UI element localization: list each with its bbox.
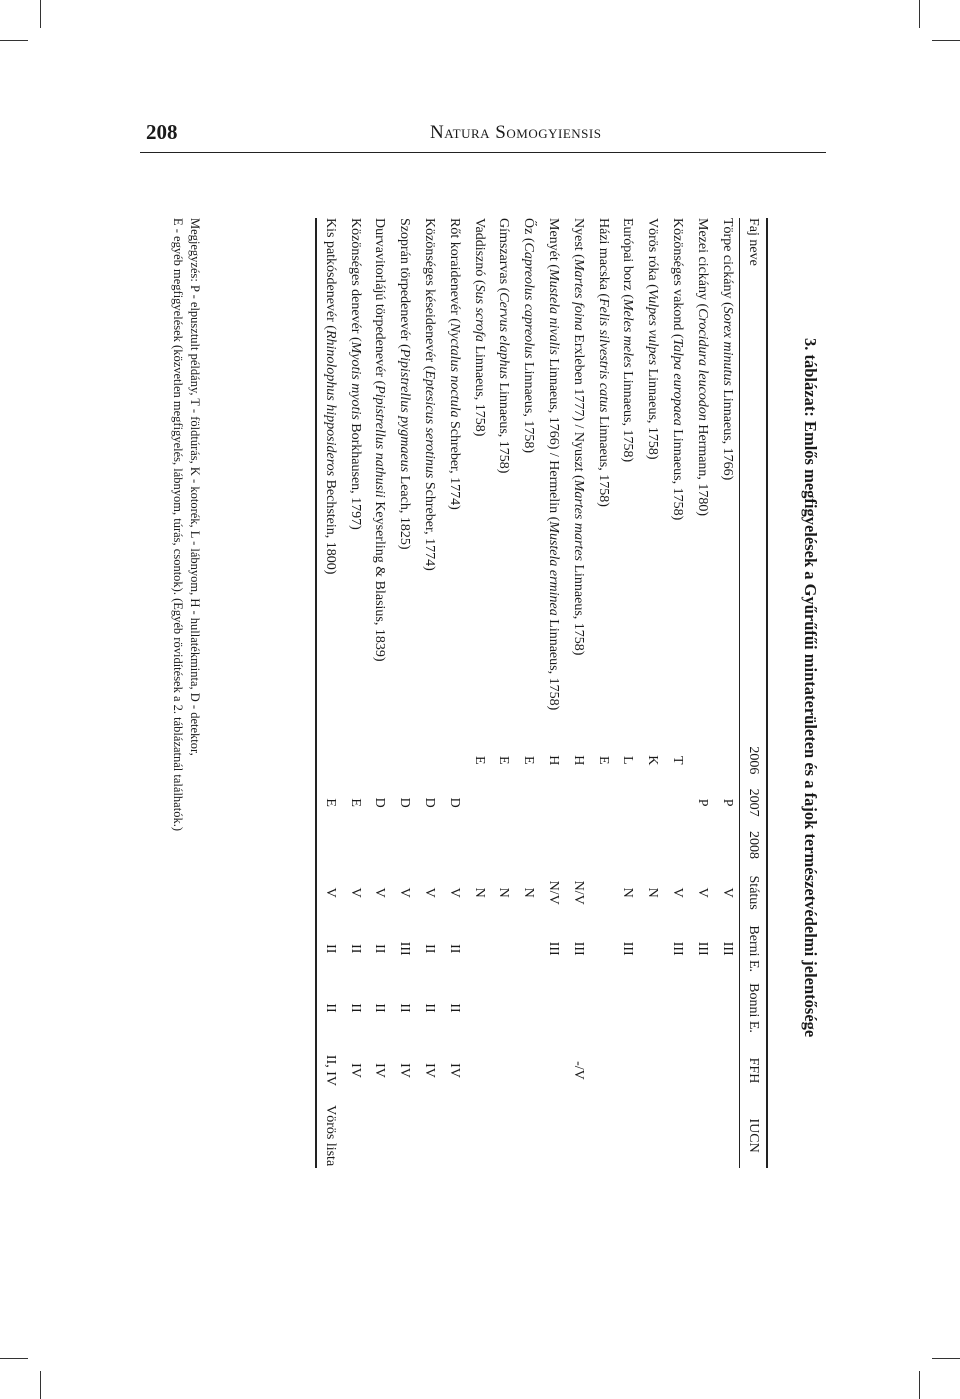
cell-iucn	[590, 1103, 615, 1168]
cell-2008	[367, 824, 392, 866]
cell-ffh: -/V	[570, 1061, 586, 1080]
cell-2006: T	[670, 756, 686, 765]
cell-2007: E	[322, 798, 338, 807]
cell-2006: E	[595, 756, 611, 765]
cell-iucn: Vörös lista	[322, 1105, 338, 1167]
cell-bern: III	[620, 941, 636, 956]
cell-ffh	[615, 1038, 640, 1104]
cell-2006: L	[620, 756, 636, 765]
col-ffh: FFH	[746, 1057, 761, 1084]
cell-species: Rőt koraidenevér (Nyctalus noctula Schreber, 1774)	[446, 218, 462, 510]
cell-bonn	[615, 978, 640, 1037]
cell-ffh	[665, 1038, 690, 1104]
cell-bern: II	[446, 944, 462, 954]
cell-iucn	[441, 1103, 466, 1168]
cell-ffh	[466, 1038, 491, 1104]
cell-iucn	[417, 1103, 442, 1168]
cell-bern: II	[322, 944, 338, 954]
cell-status: V	[347, 887, 363, 898]
cell-bonn	[541, 978, 566, 1037]
table-row	[714, 218, 739, 1168]
cell-2007	[665, 781, 690, 823]
cell-iucn	[516, 1103, 541, 1168]
cell-species: Kis patkósdenevér (Rhinolophus hipposideros Bechstein, 1800)	[322, 218, 338, 575]
cell-ffh	[590, 1038, 615, 1104]
col-bonn: Bonni E.	[746, 983, 761, 1033]
cell-bern: III	[719, 941, 735, 956]
table-row	[316, 218, 342, 1168]
cell-2007: P	[694, 798, 710, 807]
cell-species: Európai borz (Meles meles Linnaeus, 1758)	[620, 218, 636, 463]
cell-species: Közönséges vakond (Talpa europaea Linnaeus, 1758)	[670, 218, 686, 521]
cell-2008	[665, 824, 690, 866]
crop-mark	[919, 0, 920, 28]
cell-2007	[516, 781, 541, 823]
cell-status: N/V	[546, 880, 562, 905]
cell-iucn	[714, 1103, 739, 1168]
cell-status: V	[719, 887, 735, 898]
cell-bonn: II	[322, 1003, 338, 1013]
cell-bonn: II	[422, 1003, 438, 1013]
cell-status: N	[645, 887, 661, 898]
cell-bern: III	[570, 941, 586, 956]
cell-2006	[392, 739, 417, 781]
table-row	[417, 218, 442, 1168]
cell-bern	[590, 919, 615, 978]
cell-2007: D	[422, 797, 438, 808]
cell-status: V	[372, 887, 388, 898]
cell-2008	[590, 824, 615, 866]
cell-2007	[615, 781, 640, 823]
cell-bonn	[640, 978, 665, 1037]
page-number: 208	[146, 120, 178, 144]
cell-iucn	[392, 1103, 417, 1168]
running-header	[140, 118, 826, 153]
table-row	[367, 218, 392, 1168]
cell-2007: D	[372, 797, 388, 808]
cell-2007: D	[446, 797, 462, 808]
cell-bonn	[590, 978, 615, 1037]
table-row	[491, 218, 516, 1168]
cell-2008	[565, 824, 590, 866]
cell-species: Szoprán törpedenevér (Pipistrellus pygmaeus Leach, 1825)	[397, 218, 413, 550]
cell-bern: II	[372, 944, 388, 954]
cell-status: V	[422, 887, 438, 898]
cell-2007	[541, 781, 566, 823]
cell-status: V	[446, 887, 462, 898]
cell-2008	[441, 824, 466, 866]
cell-bern: III	[546, 941, 562, 956]
cell-bern: III	[397, 941, 413, 956]
table-row	[441, 218, 466, 1168]
table-row	[541, 218, 566, 1168]
cell-ffh: IV	[347, 1063, 363, 1078]
cell-status: V	[694, 887, 710, 898]
cell-species: Nyest (Martes foina Erxleben 1777) / Nyuszt (Martes martes Linnaeus, 1758)	[570, 218, 586, 656]
cell-bonn	[689, 978, 714, 1037]
cell-species: Közönséges késeidenevér (Eptesicus serotinus Schreber, 1774)	[422, 218, 438, 571]
table-row	[590, 218, 615, 1168]
cell-2008	[342, 824, 367, 866]
cell-iucn	[689, 1103, 714, 1168]
cell-ffh	[516, 1038, 541, 1104]
cell-bern	[516, 919, 541, 978]
cell-iucn	[541, 1103, 566, 1168]
cell-species: Menyét (Mustela nivalis Linnaeus, 1766) / Hermelin (Mustela erminea Linnaeus, 1758)	[546, 218, 562, 711]
cell-bonn	[565, 978, 590, 1037]
cell-ffh: IV	[372, 1063, 388, 1078]
crop-mark	[0, 40, 28, 41]
cell-status: V	[322, 887, 338, 898]
cell-2006	[714, 739, 739, 781]
cell-bern	[466, 919, 491, 978]
cell-ffh	[640, 1038, 665, 1104]
rotated-table-block	[158, 218, 938, 1168]
cell-2008	[392, 824, 417, 866]
cell-status: N/V	[570, 880, 586, 905]
cell-2008	[689, 824, 714, 866]
col-species: Faj neve	[746, 218, 761, 266]
cell-bonn: II	[372, 1003, 388, 1013]
cell-2007	[640, 781, 665, 823]
cell-bonn: II	[347, 1003, 363, 1013]
cell-status: N	[496, 887, 512, 898]
cell-2007	[565, 781, 590, 823]
table-row	[392, 218, 417, 1168]
table-row	[466, 218, 491, 1168]
cell-2006	[316, 739, 342, 781]
cell-2006: E	[471, 756, 487, 765]
cell-status: V	[397, 887, 413, 898]
table-row	[565, 218, 590, 1168]
cell-bern: III	[670, 941, 686, 956]
cell-2008	[466, 824, 491, 866]
cell-ffh	[541, 1038, 566, 1104]
cell-species: Házi macska (Felis silvestris catus Linnaeus, 1758)	[595, 218, 611, 507]
cell-bern: II	[422, 944, 438, 954]
cell-2008	[491, 824, 516, 866]
cell-2008	[316, 824, 342, 866]
cell-bern: II	[347, 944, 363, 954]
col-iucn: IUCN	[746, 1118, 761, 1153]
cell-ffh	[714, 1038, 739, 1104]
journal-title: Natura Somogyiensis	[430, 122, 602, 143]
crop-mark	[919, 1371, 920, 1399]
crop-mark	[0, 1358, 28, 1359]
cell-species: Vaddisznó (Sus scrofa Linnaeus, 1758)	[471, 218, 487, 437]
table-row	[615, 218, 640, 1168]
crop-mark	[40, 0, 41, 28]
cell-species: Gímszarvas (Cervus elaphus Linnaeus, 1758)	[496, 218, 512, 474]
cell-status: N	[521, 887, 537, 898]
cell-bern	[491, 919, 516, 978]
note-line: Megjegyzés: P - elpusztult példány, T - földtúrás, K - kotorék, L - lábnyom, H - hullatékminta, D - detektor,	[188, 218, 202, 756]
cell-bonn	[665, 978, 690, 1037]
cell-species: Vörös róka (Vulpes vulpes Linnaeus, 1758)	[645, 218, 661, 460]
cell-ffh: IV	[397, 1063, 413, 1078]
col-bern: Berni E.	[746, 925, 761, 973]
cell-bonn	[516, 978, 541, 1037]
cell-species: Őz (Capreolus capreolus Linnaeus, 1758)	[521, 218, 537, 453]
crop-mark	[932, 40, 960, 41]
cell-ffh: IV	[446, 1063, 462, 1078]
cell-2007	[466, 781, 491, 823]
cell-2006	[367, 739, 392, 781]
cell-status: N	[471, 887, 487, 898]
cell-2006	[689, 739, 714, 781]
cell-2006: H	[570, 755, 586, 766]
cell-2008	[640, 824, 665, 866]
cell-2008	[615, 824, 640, 866]
table-header-row	[740, 218, 768, 1168]
cell-2008	[417, 824, 442, 866]
cell-2006	[342, 739, 367, 781]
cell-ffh	[689, 1038, 714, 1104]
cell-bonn: II	[397, 1003, 413, 1013]
col-2006: 2006	[746, 746, 761, 775]
cell-iucn	[615, 1103, 640, 1168]
cell-bonn: II	[446, 1003, 462, 1013]
cell-2006: E	[496, 756, 512, 765]
cell-iucn	[640, 1103, 665, 1168]
cell-iucn	[491, 1103, 516, 1168]
cell-2007: D	[397, 797, 413, 808]
table-caption: 3. táblázat: Emlős megfigyelések a Gyűrűfűi mintaterületen és a fajok természetvédelmi jelentősége	[801, 338, 820, 1038]
table-row	[665, 218, 690, 1168]
cell-2008	[541, 824, 566, 866]
table-body	[316, 218, 739, 1168]
mammal-table	[315, 218, 768, 1168]
table-row	[516, 218, 541, 1168]
cell-2006	[441, 739, 466, 781]
cell-bonn	[714, 978, 739, 1037]
cell-bern: III	[694, 941, 710, 956]
col-2007: 2007	[746, 788, 761, 817]
cell-status: N	[620, 887, 636, 898]
cell-2007: P	[719, 798, 735, 807]
cell-2006: H	[546, 755, 562, 766]
cell-2007: E	[347, 798, 363, 807]
cell-2006: K	[645, 755, 661, 766]
cell-iucn	[466, 1103, 491, 1168]
table-row	[342, 218, 367, 1168]
cell-iucn	[665, 1103, 690, 1168]
cell-iucn	[342, 1103, 367, 1168]
cell-ffh	[491, 1038, 516, 1104]
cell-ffh: IV	[422, 1063, 438, 1078]
cell-2007	[590, 781, 615, 823]
cell-status	[590, 866, 615, 919]
cell-iucn	[565, 1103, 590, 1168]
table-row	[689, 218, 714, 1168]
table-notes	[169, 218, 203, 831]
cell-2006: E	[521, 756, 537, 765]
cell-bonn	[466, 978, 491, 1037]
col-2008: 2008	[746, 831, 761, 859]
cell-species: Mezei cickány (Crocidura leucodon Hermann, 1780)	[694, 218, 710, 517]
table-row	[640, 218, 665, 1168]
cell-species: Közönséges denevér (Myotis myotis Borkhausen, 1797)	[347, 218, 363, 530]
note-line: E - egyéb megfigyelések (közvetlen megfigyelés, lábnyom, túrás, csontok). (Egyéb rövidítések a 2. táblázatnál találhatók.)	[171, 218, 185, 831]
cell-2008	[714, 824, 739, 866]
cell-iucn	[367, 1103, 392, 1168]
cell-2006	[417, 739, 442, 781]
cell-2007	[491, 781, 516, 823]
cell-status: V	[670, 887, 686, 898]
cell-bonn	[491, 978, 516, 1037]
crop-mark	[932, 1358, 960, 1359]
cell-bern	[640, 919, 665, 978]
cell-ffh: II, IV	[322, 1054, 338, 1087]
cell-species: Törpe cickány (Sorex minutus Linnaeus, 1766)	[719, 218, 735, 481]
col-status: Státus	[746, 875, 761, 910]
cell-2008	[516, 824, 541, 866]
cell-species: Durvavitorlájú törpedenevér (Pipistrellus nathusii Keyserling & Blasius, 1839)	[372, 218, 388, 662]
crop-mark	[40, 1371, 41, 1399]
